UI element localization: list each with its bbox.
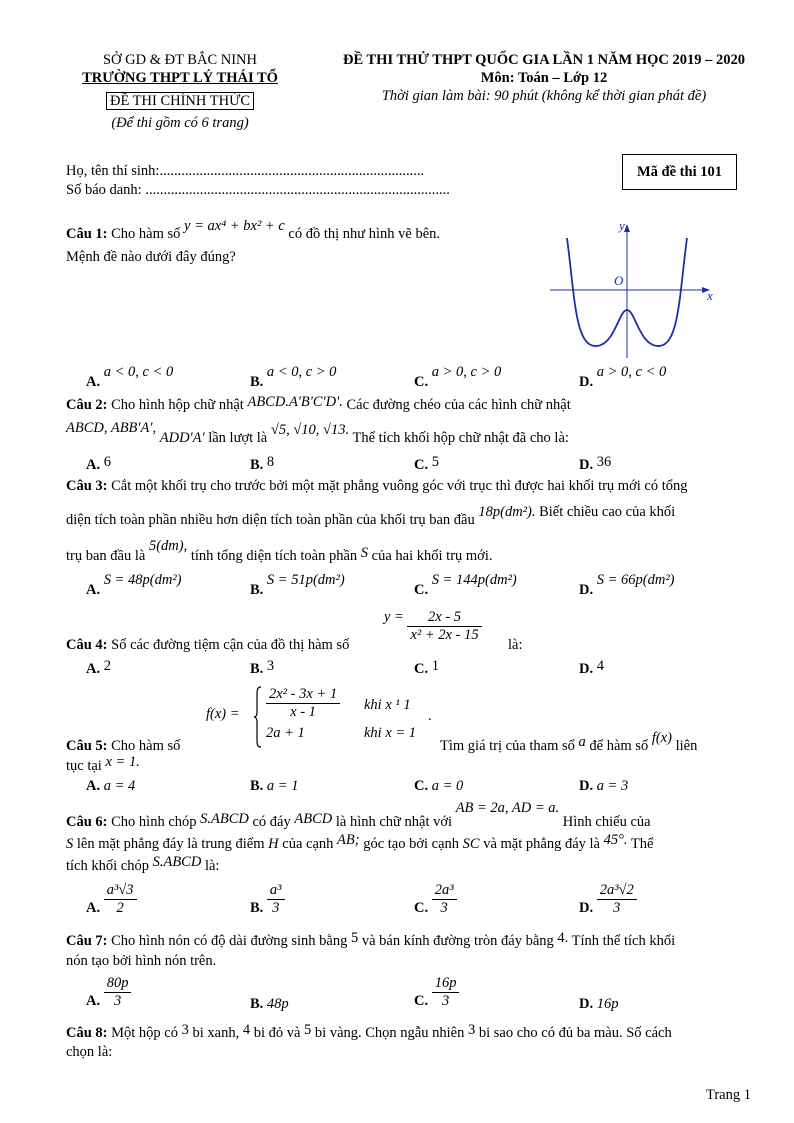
q1-option-d: D. a > 0, c < 0 (579, 364, 667, 390)
q7-option-d: D. 16p (579, 996, 619, 1012)
q7-option-b: B. 48p (250, 996, 289, 1012)
x-axis-label: x (707, 288, 713, 303)
q1-label: Câu 1: (66, 226, 108, 242)
q5-period: . (428, 708, 432, 724)
q7-option-c: C. $\frac{16p}{3}$ (414, 975, 459, 1010)
official-exam-label (80, 93, 280, 110)
brace-icon (254, 686, 262, 748)
q3-line1: Câu 3: Cắt một khối trụ cho trước bởi một mặt phẳng vuông góc với trục thì được hai khối trụ mới có tổng (66, 478, 688, 494)
q2-option-a: A. 6 (86, 454, 111, 473)
q6-option-b: B. $\frac{\text{a³}}{3}$ (250, 882, 285, 917)
q4-option-c: C. 1 (414, 658, 439, 677)
page-count-note: (Để thi gồm có 6 trang) (111, 115, 249, 131)
official-exam-box: ĐỀ THI CHÍNH THỨC (106, 92, 254, 110)
q4-option-b: B. 3 (250, 658, 275, 677)
q5-option-c: C. a = 0 (414, 778, 464, 794)
q5-brace (254, 686, 262, 749)
q1-formula: y = ax⁴ + bx² + c (184, 218, 285, 234)
q1-option-a: A. a < 0, c < 0 (86, 364, 174, 390)
q6-option-d: D. $\frac{\text{2a³√2}}{3}$ (579, 882, 637, 917)
q5-option-a: A. a = 4 (86, 778, 136, 794)
time-line: Thời gian làm bài: 90 phút (không kể thời gian phát đề) (381, 88, 707, 104)
q6-option-a: A. $\frac{\text{a³√3}}{2}$ (86, 882, 137, 917)
department-name: SỞ GD & ĐT BẮC NINH (102, 52, 257, 68)
q5-cond1: khi x ¹ 1 (364, 697, 411, 713)
q6-option-c: C. $\frac{\text{2a³}}{3}$ (414, 882, 457, 917)
q8-line1: Câu 8: Một hộp có 3 bi xanh, 4 bi đỏ và 5 bi vàng. Chọn ngẫu nhiên 3 bi sao cho có đủ ba màu. Số cách (66, 1022, 672, 1041)
q3-option-a: A. S = 48p(dm²) (86, 572, 182, 598)
q2-line2: ABCD, ABB'A', ADD'A' lần lượt là √5, √10, √13. Thể tích khối hộp chữ nhật đã cho là: (66, 420, 569, 446)
student-name-line: Họ, tên thí sinh:......................................................................... (66, 163, 425, 179)
q4-text2: là: (508, 637, 523, 653)
q3-line3: trụ ban đầu là 5(dm), tính tổng diện tích toàn phần S của hai khối trụ mới. (66, 538, 493, 564)
y-axis-label: y (619, 218, 625, 233)
q1-text2: có đồ thị như hình vẽ bên. (288, 226, 441, 242)
q8-line2: chọn là: (66, 1044, 113, 1060)
q5-line1: Câu 5: Cho hàm số (66, 738, 181, 754)
q2-option-c: C. 5 (414, 454, 439, 473)
q5-option-d: D. a = 3 (579, 778, 629, 794)
q6-line1: Câu 6: Cho hình chóp S.ABCD có đáy ABCD là hình chữ nhật với AB = 2a, AD = a. Hình chiếu của (66, 800, 651, 830)
y-axis-arrow-icon (624, 224, 630, 232)
q5-case2: 2a + 1 (266, 725, 305, 741)
q3-option-c: C. S = 144p(dm²) (414, 572, 517, 598)
exam-title: ĐỀ THI THỬ THPT QUỐC GIA LẦN 1 NĂM HỌC 2019 – 2020 (342, 52, 746, 68)
q5-lhs: f(x) = (206, 706, 240, 722)
q5-line1-right: Tìm giá trị của tham số a để hàm số f(x) liên (440, 730, 698, 754)
q2-line1: Câu 2: Cho hình hộp chữ nhật ABCD.A'B'C'D'. Các đường chéo của các hình chữ nhật (66, 394, 571, 413)
school-name: TRƯỜNG THPT LÝ THÁI TỔ (82, 70, 278, 86)
q1-text3: Mệnh đề nào dưới đây đúng? (66, 249, 236, 265)
q1-option-b: B. a < 0, c > 0 (250, 364, 337, 390)
q7-option-a: A. $\frac{80p}{3}$ (86, 975, 131, 1010)
q5-cond2: khi x = 1 (364, 725, 417, 741)
q1-option-c: C. a > 0, c > 0 (414, 364, 502, 390)
exam-code-box (622, 164, 737, 181)
q7-line2: nón tạo bởi hình nón trên. (66, 953, 217, 969)
q7-line1: Câu 7: Cho hình nón có độ dài đường sinh bằng 5 và bán kính đường tròn đáy bằng 4. Tính thể tích khối (66, 930, 676, 949)
q3-line2: diện tích toàn phần nhiều hơn diện tích toàn phần của khối trụ ban đầu 18p(dm²). Biết chiều cao của khối (66, 504, 676, 528)
q5-option-b: B. a = 1 (250, 778, 299, 794)
exam-code: Mã đề thi 101 (622, 154, 737, 190)
q1-line1 (66, 218, 441, 243)
q4-line1: Câu 4: Số các đường tiệm cận của đồ thị hàm số (66, 637, 350, 653)
subject-line: Môn: Toán – Lớp 12 (480, 70, 608, 86)
q5-line2: tục tại x = 1. (66, 754, 140, 774)
page-number: Trang 1 (706, 1087, 751, 1103)
q2-option-d: D. 36 (579, 454, 612, 473)
q3-option-d: D. S = 66p(dm²) (579, 572, 675, 598)
origin-label: O (614, 273, 624, 288)
q4-formula: y = $\frac{2x - 5}{\text{x² + 2x - 15}}$ (384, 609, 482, 644)
q6-line3: tích khối chóp S.ABCD là: (66, 854, 220, 874)
q6-line2: S lên mặt phẳng đáy là trung điểm H của cạnh AB; góc tạo bởi cạnh SC và mặt phẳng đáy là 45°. Thể (66, 832, 654, 852)
q2-option-b: B. 8 (250, 454, 275, 473)
function-graph (545, 218, 725, 363)
q1-text1: Cho hàm số (111, 226, 181, 242)
q4-option-d: D. 4 (579, 658, 604, 677)
q5-case1: $\frac{\text{2x² - 3x + 1}}{x - 1}$ (266, 686, 340, 721)
q3-option-b: B. S = 51p(dm²) (250, 572, 345, 598)
student-id-line: Số báo danh: .................................................................................... (66, 182, 450, 198)
q4-option-a: A. 2 (86, 658, 111, 677)
